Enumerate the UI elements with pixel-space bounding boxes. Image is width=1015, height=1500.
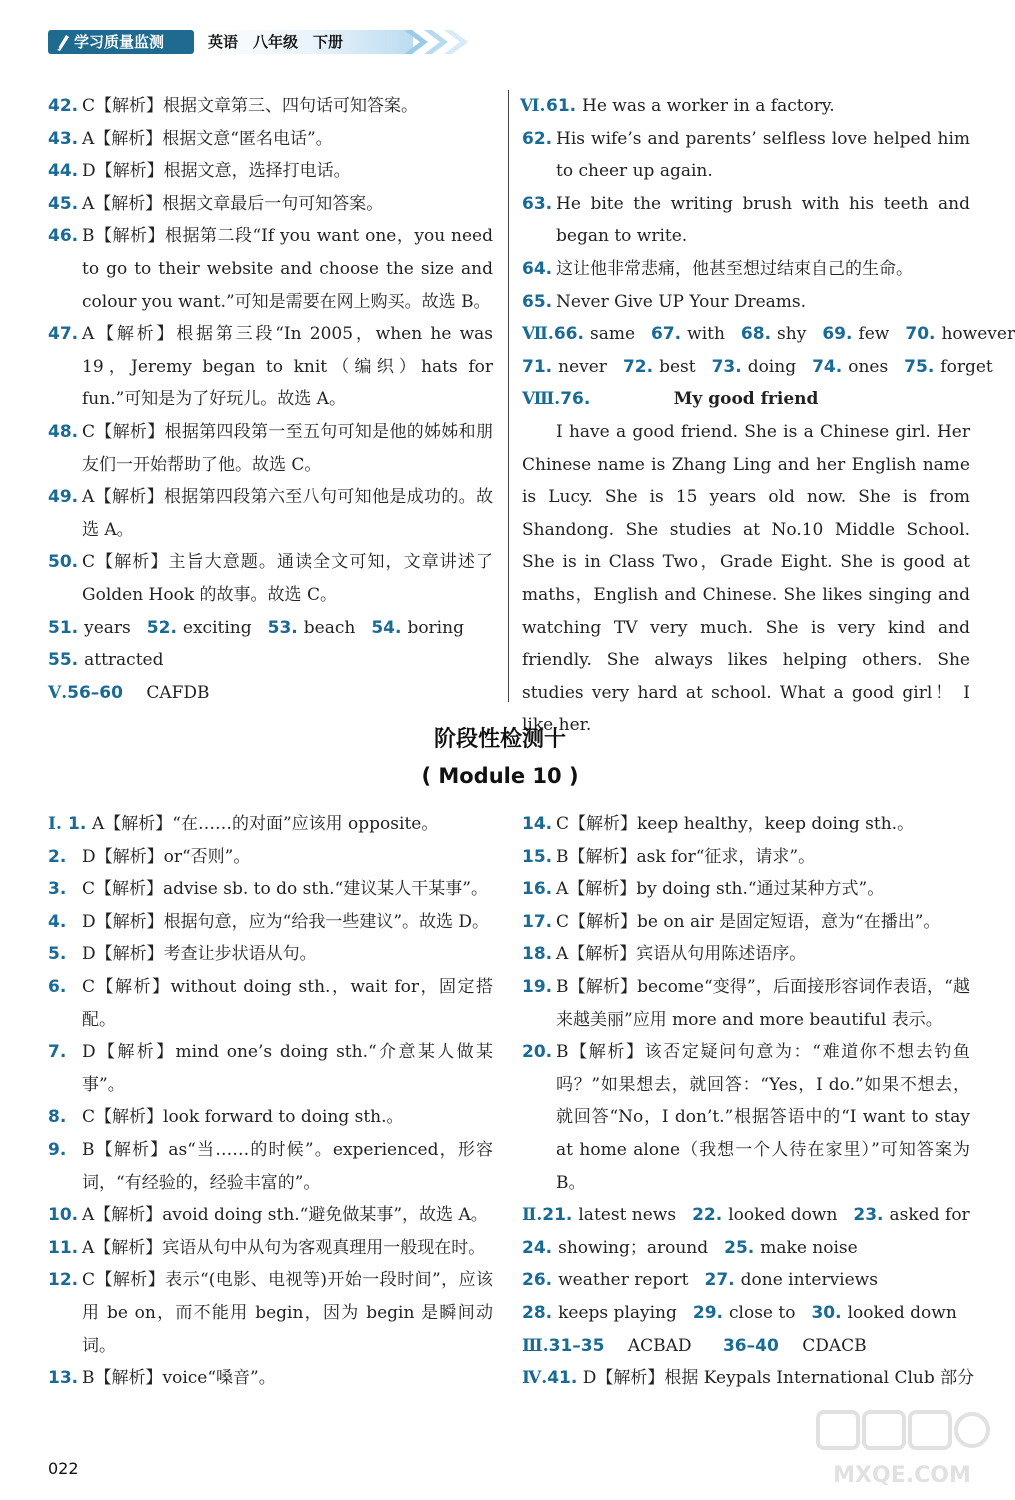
answer-text: A【解析】“在……的对面”应该用 opposite。 (92, 814, 439, 834)
answer-row (522, 318, 1015, 351)
answer-item (48, 1362, 493, 1395)
answer-number: 19. (522, 976, 553, 997)
essay-heading-row (522, 383, 970, 416)
answer-number: 75. (904, 356, 935, 377)
answer-item (48, 155, 493, 188)
answer-number: 52. (146, 617, 177, 638)
answer-number: 43. (48, 128, 79, 149)
page-number: 022 (48, 1459, 79, 1478)
answer-text: ones (848, 356, 889, 377)
answer-number: 45. (48, 193, 79, 214)
answer-text: 这让他非常悲痛，他甚至想过结束自己的生命。 (556, 258, 913, 279)
section-subtitle: ( Module 10 ) (421, 764, 579, 788)
section-numeral: Ⅷ. (522, 389, 561, 410)
answer-number: 21. (542, 1205, 573, 1226)
answer-number: 6. (48, 976, 67, 997)
answer-number: 74. (812, 356, 843, 377)
answer-text: looked down (847, 1302, 957, 1323)
answer-text: forget (940, 356, 993, 377)
answer-number: 62. (522, 128, 553, 149)
answer-item (48, 1232, 493, 1265)
answer-text: few (858, 324, 890, 345)
answer-number: 44. (48, 161, 79, 182)
answer-row (522, 1199, 970, 1232)
svg-text:MXQE.COM: MXQE.COM (833, 1463, 971, 1488)
answer-text: best (659, 356, 696, 377)
answer-item (522, 971, 970, 1036)
answer-text: shy (777, 324, 807, 345)
series-title: 学习质量监测 (74, 33, 165, 51)
answer-number: 73. (711, 356, 742, 377)
answer-item (522, 1036, 970, 1199)
answer-number: 54. (371, 617, 402, 638)
answer-text: He was a worker in a factory. (582, 96, 835, 116)
answer-text: done interviews (740, 1270, 878, 1291)
answer-number: 17. (522, 911, 553, 932)
answer-number: 22. (692, 1205, 723, 1226)
answer-number: 48. (48, 421, 79, 442)
answer-row (522, 351, 993, 384)
answer-item (522, 90, 970, 123)
answer-text: close to (729, 1302, 796, 1323)
answer-text: boring (407, 617, 464, 638)
essay-title: My good friend (673, 389, 819, 410)
answer-row (48, 612, 493, 645)
answer-number: 65. (522, 291, 553, 312)
answer-number: 66. (553, 324, 584, 345)
answer-item (48, 188, 493, 221)
answer-text: doing (747, 356, 797, 377)
answer-row (522, 1232, 970, 1265)
answer-text: He bite the writing brush with his teeth and began to write. (556, 193, 970, 247)
answer-text: B【解析】as“当……的时候”。experienced，形容词，“有经验的，经验丰富的”。 (82, 1139, 493, 1193)
answer-number: 49. (48, 487, 79, 508)
answer-number: 41. (547, 1368, 578, 1389)
section-numeral: Ⅱ. (522, 1205, 543, 1226)
answer-text: D【解析】根据 Keypals International Club 部分 (582, 1368, 975, 1389)
answer-number: 56–60 (67, 682, 123, 703)
section-numeral: Ⅳ. (522, 1368, 548, 1389)
answer-number: 11. (48, 1237, 79, 1258)
answer-number: 7. (48, 1042, 67, 1063)
answer-text: A【解析】根据第三段“In 2005，when he was 19，Jeremy began to knit（编织）hats for fun.”可知是为了好玩儿。故选 A。 (82, 324, 493, 410)
answer-text: years (84, 617, 131, 638)
section-numeral: Ⅲ. (522, 1335, 549, 1356)
answer-number: 64. (522, 258, 553, 279)
answer-text: attracted (84, 650, 164, 671)
watermark-logo (812, 1408, 992, 1492)
answer-text: beach (303, 617, 356, 638)
answer-text: C【解析】without doing sth.，wait for，固定搭配。 (82, 976, 493, 1030)
answer-text: however (941, 324, 1015, 345)
answer-text: A【解析】根据文章最后一句可知答案。 (82, 193, 384, 214)
answer-item (48, 906, 493, 939)
answer-item (48, 841, 493, 874)
answer-text: same (589, 324, 636, 345)
page-header (48, 22, 438, 62)
answer-item (522, 808, 970, 841)
section-numeral: Ⅵ. (520, 96, 546, 116)
answer-number: 50. (48, 552, 79, 573)
series-tab (48, 30, 194, 54)
answer-item (48, 971, 493, 1036)
answer-item (48, 123, 493, 156)
answer-item (522, 873, 970, 906)
answer-text: keeps playing (558, 1302, 677, 1323)
section-numeral: Ⅰ. (48, 814, 62, 834)
answer-text: latest news (578, 1205, 677, 1226)
answer-item (48, 1264, 493, 1362)
answer-number: 9. (48, 1139, 67, 1160)
answer-text: D【解析】考查让步状语从句。 (82, 944, 317, 965)
section-numeral: Ⅴ. (48, 682, 68, 703)
answer-text: D【解析】mind one’s doing sth.“介意某人做某事”。 (82, 1042, 493, 1095)
answer-row (522, 1362, 975, 1395)
answer-number: 72. (622, 356, 654, 377)
answer-item (48, 938, 493, 971)
pen-icon (54, 32, 72, 52)
answer-number: 13. (48, 1368, 79, 1389)
answer-text: exciting (182, 617, 252, 638)
answer-text: C【解析】keep healthy，keep doing sth.。 (556, 814, 915, 834)
answer-row (48, 644, 493, 677)
answer-text: B【解析】voice“嗓音”。 (82, 1368, 276, 1389)
answers-top-left (48, 90, 493, 709)
answer-item (522, 938, 970, 971)
answer-number: 5. (48, 944, 67, 965)
answer-item (48, 90, 493, 123)
answer-item (48, 1199, 493, 1232)
answer-text: never (558, 356, 607, 377)
answer-item (48, 808, 493, 841)
answer-number: 12. (48, 1270, 79, 1291)
answer-row (522, 1264, 970, 1297)
answer-text: make noise (760, 1237, 858, 1258)
answer-number: 26. (522, 1270, 553, 1291)
answer-item (522, 841, 970, 874)
answer-text: A【解析】根据第四段第六至八句可知他是成功的。故选 A。 (82, 487, 493, 540)
answer-number: 71. (522, 356, 553, 377)
answer-number: 69. (822, 324, 853, 345)
answer-text: D【解析】or“否则”。 (82, 846, 251, 867)
answer-row (522, 1330, 970, 1363)
answer-number: 36–40 (722, 1335, 779, 1356)
answer-text: C【解析】根据文章第三、四句话可知答案。 (82, 96, 419, 116)
answer-text: A【解析】宾语从句中从句为客观真理用一般现在时。 (82, 1237, 486, 1258)
answer-row (522, 1297, 970, 1330)
answer-number: 70. (905, 324, 936, 345)
answer-text: looked down (728, 1205, 838, 1226)
answer-text: A【解析】by doing sth.“通过某种方式”。 (556, 879, 885, 900)
column-divider (508, 90, 509, 702)
answer-number: 67. (651, 324, 682, 345)
answer-item (522, 906, 970, 939)
header-meta: 英语 八年级 下册 (198, 30, 413, 54)
answer-number: 51. (48, 617, 79, 638)
answer-text: C【解析】根据第四段第一至五句可知是他的姊姊和朋友们一开始帮助了他。故选 C。 (82, 421, 493, 475)
answer-number: 25. (724, 1237, 755, 1258)
answer-number: 4. (48, 911, 67, 932)
answer-text: B【解析】根据第二段“If you want one，you need to go to their website and choose the size and colour you want.”可知是需要在网上购买。故选 B。 (82, 226, 493, 312)
essay-body: I have a good friend. She is a Chinese girl. Her Chinese name is Zhang Ling and her English name is Lucy. She is 15 years old now. She is from Shandong. She studies at No.10 Middle School. She is in Class Two，Grade Eight. She is good at maths，English and Chinese. She likes singing and watching TV very much. She is very kind and friendly. She always likes helping others. She studies very hard at school. What a good girl！ I like her. (522, 421, 970, 736)
answer-text: A【解析】宾语从句用陈述语序。 (556, 944, 807, 965)
answer-number: 10. (48, 1205, 79, 1226)
answer-number: 29. (692, 1302, 724, 1323)
answer-text: Never Give UP Your Dreams. (556, 291, 807, 312)
answer-item (48, 416, 493, 481)
answer-number: 42. (48, 96, 79, 116)
answer-text: CAFDB (146, 682, 210, 703)
answer-text: B【解析】该否定疑问句意为：“难道你不想去钓鱼吗？”如果想去，就回答：“Yes，I do.”如果不想去，就回答“No，I don’t.”根据答语中的“I want to stay at home alone（我想一个人待在家里）”可知答案为 B。 (556, 1042, 970, 1193)
answer-number: 55. (48, 650, 79, 671)
answer-number: 3. (48, 879, 67, 900)
answer-text: B【解析】ask for“征求，请求”。 (556, 846, 816, 867)
answer-text: with (687, 324, 725, 345)
answer-item (522, 188, 970, 253)
answer-number: 14. (522, 814, 553, 834)
answer-number: 30. (811, 1302, 842, 1323)
answer-text: C【解析】表示“(电影、电视等)开始一段时间”，应该用 be on，而不能用 begin，因为 begin 是瞬间动词。 (82, 1270, 493, 1356)
answer-number: 47. (48, 324, 79, 345)
section-numeral: Ⅶ. (522, 324, 554, 345)
answer-number: 23. (853, 1205, 884, 1226)
answer-text: D【解析】根据句意，应为“给我一些建议”。故选 D。 (82, 911, 490, 932)
answer-item (48, 1036, 493, 1101)
answer-text: B【解析】become“变得”，后面接形容词作表语，“越来越美丽”应用 more and more beautiful 表示。 (556, 976, 970, 1030)
answer-text: His wife’s and parents’ selfless love helped him to cheer up again. (556, 128, 970, 182)
answer-number: 24. (522, 1237, 553, 1258)
answer-text: C【解析】look forward to doing sth.。 (82, 1107, 404, 1128)
answer-text: C【解析】be on air 是固定短语，意为“在播出”。 (556, 911, 941, 932)
answer-item (48, 546, 493, 611)
answers-top-right (520, 90, 1015, 742)
answer-number: 68. (740, 324, 772, 345)
answer-number: 53. (267, 617, 298, 638)
answer-number: 2. (48, 846, 67, 867)
answer-item (48, 318, 493, 416)
answer-number: 31–35 (548, 1335, 605, 1356)
answer-item (48, 1134, 493, 1199)
answer-number: 61. (546, 96, 577, 116)
answer-text: weather report (558, 1270, 689, 1291)
answer-number: 16. (522, 879, 553, 900)
answer-item (48, 1101, 493, 1134)
answer-text: C【解析】主旨大意题。通读全文可知，文章讲述了 Golden Hook 的故事。故选 C。 (82, 552, 493, 605)
answer-row (48, 677, 493, 710)
chevron-right-icon (398, 26, 478, 58)
answer-item (48, 481, 493, 546)
answer-text: showing；around (558, 1237, 709, 1258)
answer-number: 63. (522, 193, 553, 214)
answer-text: ACBAD (627, 1335, 692, 1356)
answer-number: 27. (704, 1270, 735, 1291)
answer-text: asked for (889, 1205, 970, 1226)
answer-item (522, 286, 970, 319)
answer-item (48, 220, 493, 318)
answer-number: 76. (560, 389, 591, 410)
answer-number: 15. (522, 846, 553, 867)
answer-text: CDACB (802, 1335, 867, 1356)
answer-number: 28. (522, 1302, 553, 1323)
answer-number: 46. (48, 226, 79, 247)
answer-number: 20. (522, 1042, 553, 1063)
answer-number: 8. (48, 1107, 67, 1128)
answer-item (48, 873, 493, 906)
section-title: 阶段性检测十 (433, 727, 566, 752)
answer-item (522, 123, 970, 188)
answer-text: A【解析】根据文意“匿名电话”。 (82, 128, 333, 149)
answers-bottom-left (48, 808, 493, 1395)
answer-item (522, 253, 970, 286)
answer-text: D【解析】根据文意，选择打电话。 (82, 161, 351, 182)
answers-bottom-right (522, 808, 975, 1395)
answer-text: C【解析】advise sb. to do sth.“建议某人干某事”。 (82, 879, 488, 900)
answer-text: A【解析】avoid doing sth.“避免做某事”，故选 A。 (82, 1205, 488, 1226)
answer-number: 1. (68, 814, 87, 834)
answer-number: 18. (522, 944, 553, 965)
